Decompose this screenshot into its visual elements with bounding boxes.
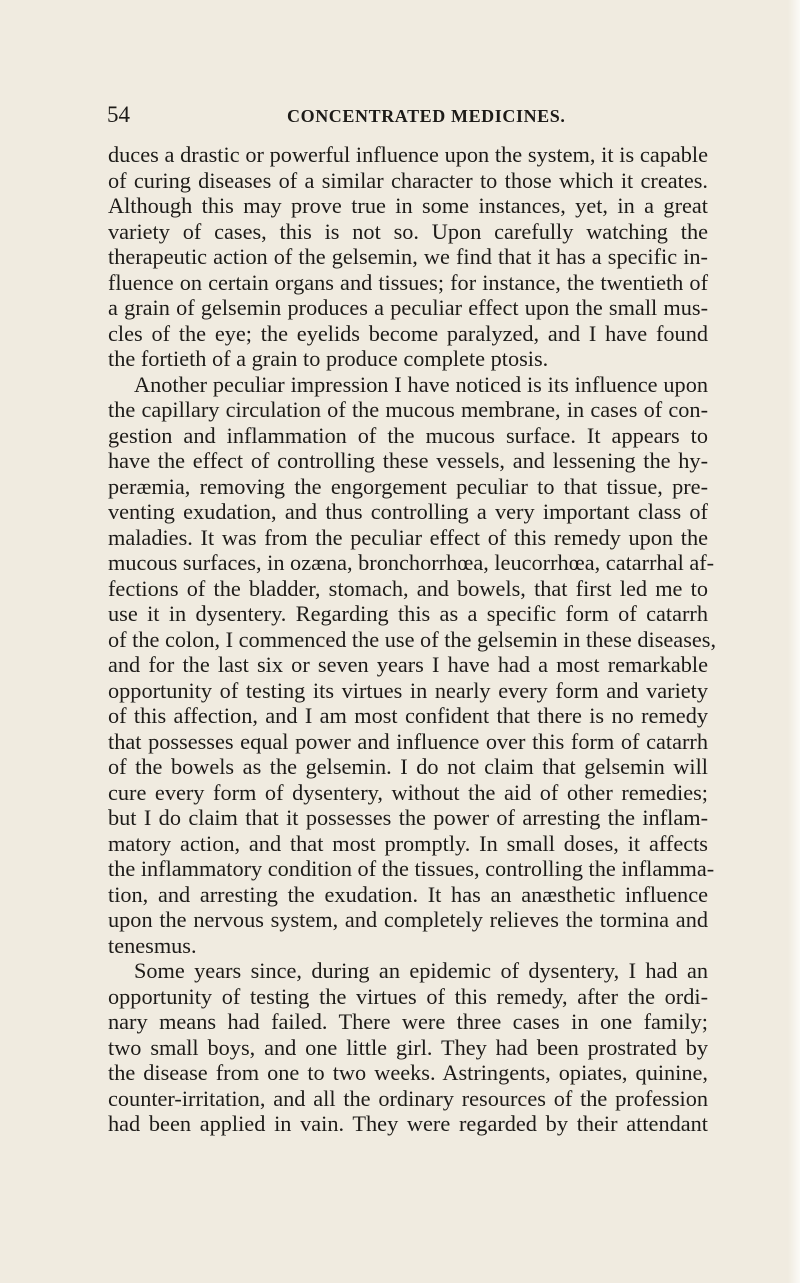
text-line: counter-irritation, and all the ordinary resources of the profession — [108, 1085, 708, 1111]
page-header — [107, 101, 707, 131]
running-head: CONCENTRATED MEDICINES. — [287, 106, 566, 126]
text-line: the capillary circulation of the mucous membrane, in cases of con- — [108, 397, 708, 422]
text-line: a grain of gelsemin produces a peculiar effect upon the small mus- — [108, 295, 708, 320]
text-line: the fortieth of a grain to produce complete ptosis. — [108, 346, 549, 371]
text-line: therapeutic action of the gelsemin, we find that it has a specific in- — [108, 244, 708, 269]
text-line: of the colon, I commenced the use of the gelsemin in these diseases, — [108, 626, 717, 652]
text-line: have the effect of controlling these vessels, and lessening the hy- — [108, 448, 708, 473]
text-line: Another peculiar impression I have noticed is its influence upon — [134, 371, 708, 397]
text-line: fections of the bladder, stomach, and bowels, that first led me to — [108, 575, 708, 601]
text-line: fluence on certain organs and tissues; for instance, the twentieth of — [108, 269, 708, 295]
body-text — [108, 142, 717, 1137]
page-number: 54 — [107, 102, 130, 127]
text-line: maladies. It was from the peculiar effect of this remedy upon the — [108, 524, 708, 550]
text-line: use it in dysentery. Regarding this as a specific form of catarrh — [108, 601, 708, 626]
text-line: of the bowels as the gelsemin. I do not claim that gelsemin will — [108, 754, 708, 779]
text-line: tenesmus. — [108, 932, 197, 958]
text-line: matory action, and that most promptly. In small doses, it affects — [108, 830, 708, 856]
text-line: two small boys, and one little girl. They had been prostrated by — [108, 1034, 708, 1060]
text-line: opportunity of testing its virtues in nearly every form and variety — [108, 677, 708, 703]
text-line: gestion and inflammation of the mucous surface. It appears to — [108, 422, 708, 448]
text-line: Although this may prove true in some instances, yet, in a great — [108, 193, 708, 218]
text-line: and for the last six or seven years I have had a most remarkable — [108, 652, 708, 677]
paragraph — [108, 142, 708, 372]
paragraph — [108, 371, 717, 959]
text-line: venting exudation, and thus controlling a very important class of — [108, 499, 708, 524]
text-line: tion, and arresting the exudation. It has an anæsthetic influence — [108, 881, 708, 907]
text-line: the disease from one to two weeks. Astringents, opiates, quinine, — [108, 1060, 708, 1085]
text-line: of curing diseases of a similar character to those which it creates. — [108, 167, 708, 193]
text-line: cles of the eye; the eyelids become paralyzed, and I have found — [108, 320, 708, 346]
text-line: Some years since, during an epidemic of dysentery, I had an — [134, 958, 708, 983]
text-line: but I do claim that it possesses the power of arresting the inflam- — [108, 805, 708, 830]
text-line: nary means had failed. There were three cases in one family; — [108, 1009, 708, 1034]
text-line: of this affection, and I am most confident that there is no remedy — [108, 703, 708, 728]
text-line: cure every form of dysentery, without the aid of other remedies; — [108, 779, 708, 805]
text-line: upon the nervous system, and completely relieves the tormina and — [108, 907, 708, 932]
text-line: peræmia, removing the engorgement peculiar to that tissue, pre- — [108, 473, 708, 499]
text-line: that possesses equal power and influence over this form of catarrh — [108, 728, 708, 754]
text-line: mucous surfaces, in ozæna, bronchorrhœa, leucorrhœa, catarrhal af- — [108, 550, 715, 575]
text-line: opportunity of testing the virtues of this remedy, after the ordi- — [108, 983, 708, 1009]
text-line: duces a drastic or powerful influence upon the system, it is capable — [108, 142, 708, 167]
text-line: the inflammatory condition of the tissues, controlling the inflamma- — [108, 856, 715, 881]
text-line: had been applied in vain. They were regarded by their attendant — [108, 1111, 708, 1136]
text-line: variety of cases, this is not so. Upon carefully watching the — [108, 218, 708, 244]
paragraph — [108, 958, 708, 1137]
